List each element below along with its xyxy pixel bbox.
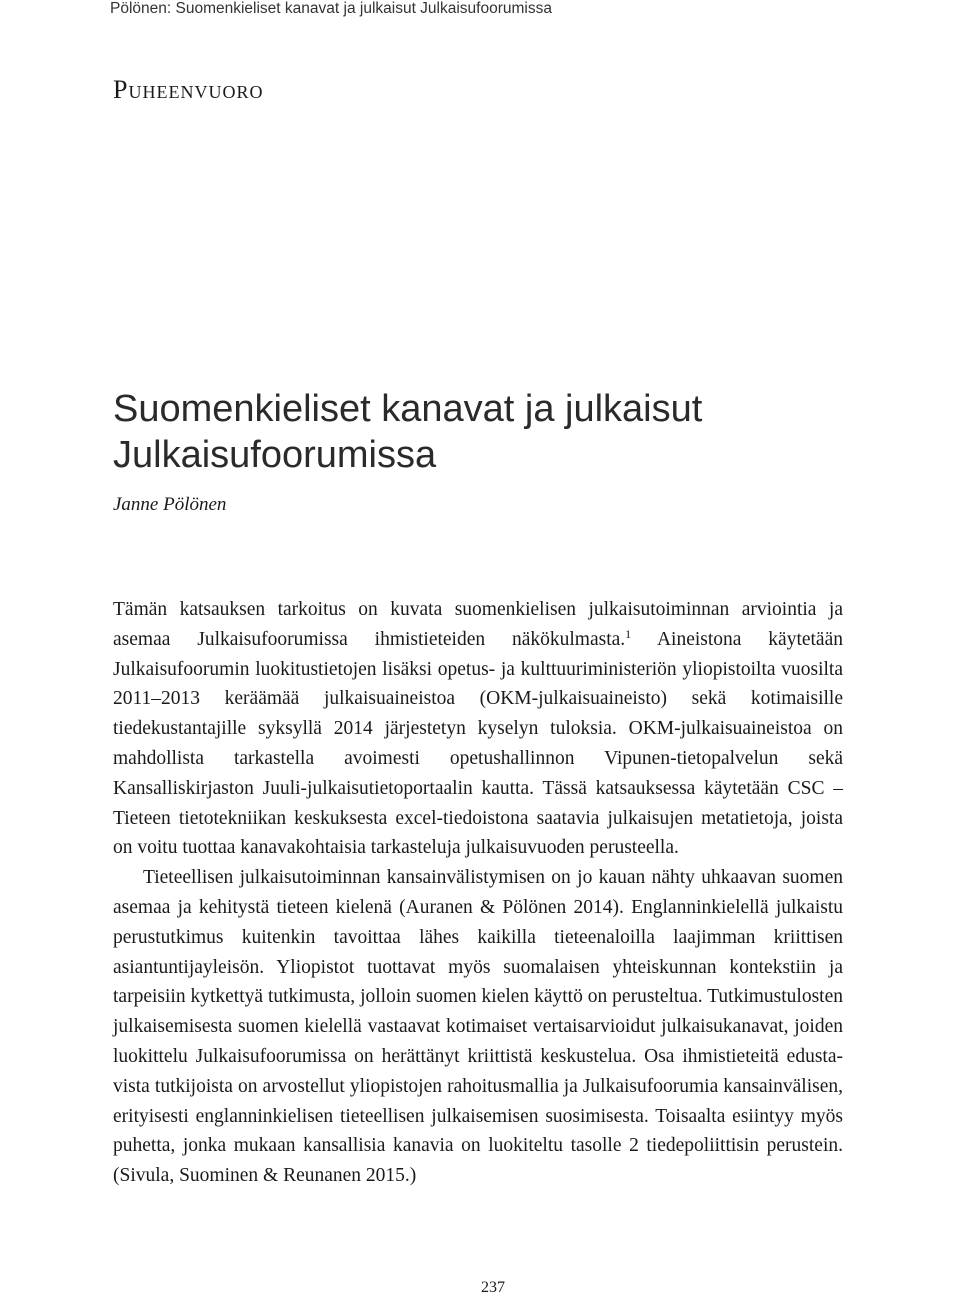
section-label: Puheenvuoro: [113, 75, 264, 104]
article-title: [113, 386, 853, 478]
paragraph-1: [113, 595, 843, 863]
author-name: Janne Pölönen: [113, 494, 227, 515]
paragraph-1-part-a: Tämän katsauksen tarkoitus on kuvata suomenkielisen julkaisutoiminnan arviointia ja asemaa Julkaisufoorumissa ihmistieteiden näkökulmasta.: [113, 599, 843, 650]
article-title-line-2: Julkaisufoorumissa: [113, 434, 437, 476]
article-body: [113, 595, 843, 1191]
paragraph-2: Tieteellisen julkaisutoiminnan kansainvälistymisen on jo kauan nähty uhkaavan suomen asemaa ja kehitystä tieteen kielenä (Auranen & Pölönen 2014). Englanninkielellä julkaistu perustutkimus kuitenkin tavoittaa lähes kaikilla tieteenaloilla laajimman kriittisen asiantuntijayleisön. Yliopistot tuottavat myös suomalaisen yhteiskunnan kontekstiin ja tarpeisiin kytkettyä tutkimusta, jolloin suomen kielen käyttö on perusteltua. Tutkimustulosten julkaisemisesta suomen kielellä vastaavat kotimaiset vertaisarvioidut julkaisukanavat, joiden luokittelu Julkaisufoorumissa on herättänyt kriittistä keskustelua. Osa ihmistieteitä edustavista tutkijoista on arvostellut yliopistojen rahoitusmallia ja Julkaisufoorumia kansainvälisen, erityisesti englanninkielisen tieteellisen julkaisemisen suosimisesta. Toisaalta esiintyy myös puhetta, jonka mukaan kansallisia kanavia on luokiteltu tasolle 2 tiedepoliittisin perustein. (Sivula, Suominen & Reunanen 2015.): [113, 867, 843, 1187]
paragraph-1-part-b: Aineistona käytetään Julkaisufoorumin luokitustietojen lisäksi opetus- ja kulttuuriministeriön yliopistoilta vuosilta 2011–2013 keräämää julkaisuaineistoa (OKM-julkaisuaineisto) sekä kotimaisille tiedekustantajille syksyllä 2014 järjestetyn kyselyn tuloksia. OKM-julkaisuaineistoa on mahdollista tarkastella avoimesti opetushallinnon Vipunen-tietopalvelun sekä Kansalliskirjaston Juuli-julkaisutietoportaalin kautta. Tässä katsauksessa käytetään CSC – Tieteen tietotekniikan keskuksesta excel-tiedoistona saatavia julkaisujen metatietoja, joista on voitu tuottaa kanavakohtaisia tarkasteluja julkaisuvuoden perusteella.: [113, 628, 843, 859]
running-header: Pölönen: Suomenkieliset kanavat ja julkaisut Julkaisufoorumissa: [110, 0, 552, 17]
page-number: 237: [481, 1279, 505, 1296]
article-title-line-1: Suomenkieliset kanavat ja julkaisut: [113, 388, 703, 430]
footnote-reference[interactable]: 1: [625, 626, 632, 641]
